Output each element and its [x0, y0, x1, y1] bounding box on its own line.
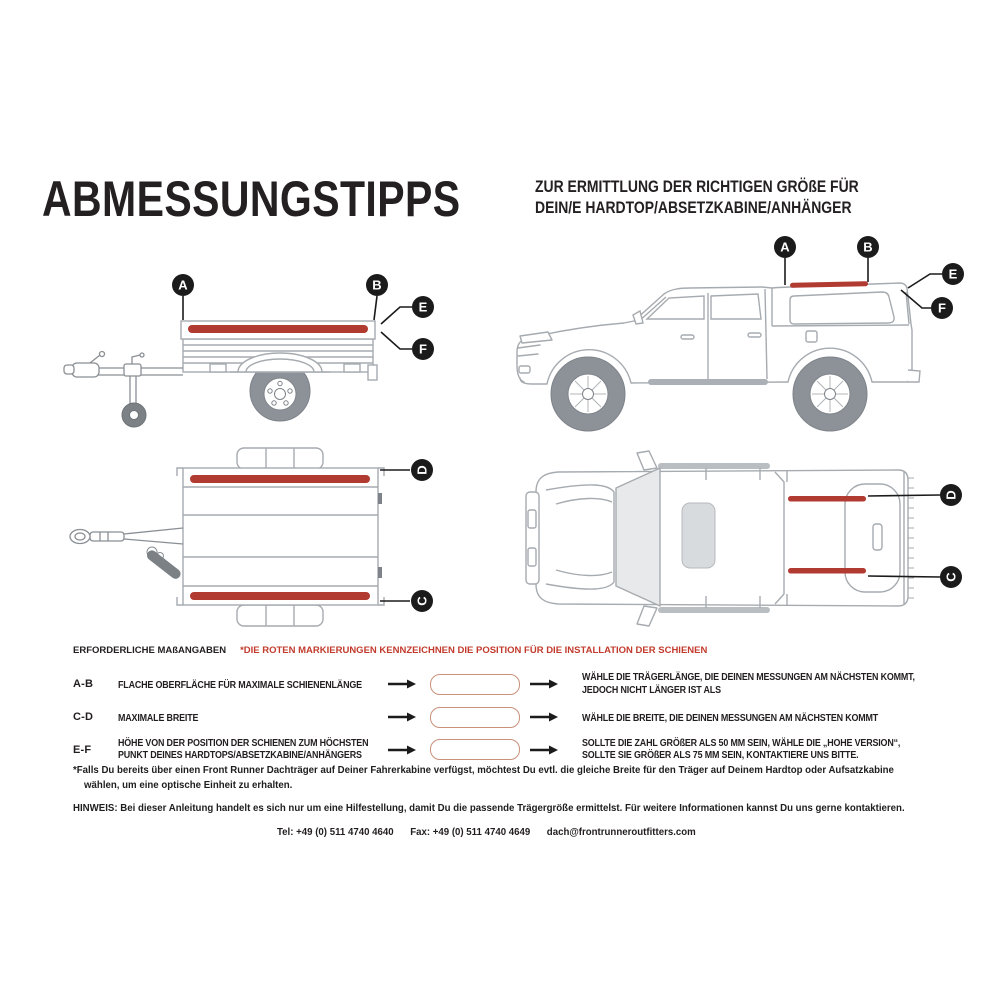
svg-text:A: A: [780, 239, 790, 255]
contact-tel: Tel: +49 (0) 511 4740 4640: [277, 826, 394, 838]
svg-text:B: B: [863, 239, 873, 255]
truck-top-view-diagram: [510, 440, 970, 645]
measurements-heading: ERFORDERLICHE MAßANGABEN: [73, 645, 227, 656]
rail-marker: [788, 496, 866, 502]
trailer-top-drawbar: [70, 528, 183, 544]
sunroof: [682, 503, 715, 568]
measurement-table: [73, 671, 965, 763]
measurement-entry-field[interactable]: [430, 739, 520, 760]
trailer-wheel-rim: [264, 378, 296, 410]
truck-top-body: [526, 451, 914, 626]
leader-lines: [380, 470, 410, 601]
measurements-heading-row: [73, 645, 707, 656]
measurement-description: MAXIMALE BREITE: [118, 712, 199, 724]
label-a-truck: [774, 236, 796, 258]
measurement-entry-field[interactable]: [430, 674, 520, 695]
measurement-result: WÄHLE DIE BREITE, DIE DEINEN MESSUNGEN AM NÄCHSTEN KOMMT: [582, 712, 879, 724]
label-f-trailer: [412, 338, 434, 360]
svg-text:E: E: [418, 299, 428, 315]
svg-text:D: D: [943, 490, 959, 500]
label-b-trailer: [366, 274, 388, 296]
truck-side-view-diagram: [510, 232, 970, 432]
rail-marker: [190, 475, 370, 483]
svg-text:F: F: [419, 341, 427, 357]
label-e-truck: [942, 263, 964, 285]
svg-text:C: C: [943, 572, 959, 582]
page-title: ABMESSUNGSTIPPS: [42, 171, 461, 227]
measurement-result: WÄHLE DIE TRÄGERLÄNGE, DIE DEINEN MESSUNGEN AM NÄCHSTEN KOMMT, JEDOCH NICHT LÄNGER IST ALS: [582, 671, 915, 696]
page-subtitle: [535, 176, 859, 218]
arrow-right-icon: [388, 679, 416, 689]
label-c-trailer: [411, 590, 433, 612]
svg-text:C: C: [414, 596, 430, 606]
trailer-drawbar: [64, 352, 183, 406]
running-board: [648, 379, 768, 385]
trailer-top-view-diagram: [60, 440, 460, 645]
measurement-description: HÖHE VON DER POSITION DER SCHIENEN ZUM HÖCHSTEN PUNKT DEINES HARDTOPS/ABSETZKABINE/ANHÄNGERS: [118, 736, 369, 761]
label-e-trailer: [412, 296, 434, 318]
measurement-range: C-D: [73, 711, 94, 723]
svg-text:A: A: [178, 277, 188, 293]
label-c-truck: [940, 566, 962, 588]
measurement-range: A-B: [73, 678, 94, 691]
red-markers-note: *DIE ROTEN MARKIERUNGEN KENNZEICHNEN DIE POSITION FÜR DIE INSTALLATION DER SCHIENEN: [240, 645, 708, 656]
arrow-right-icon: [530, 712, 558, 722]
arrow-right-icon: [530, 679, 558, 689]
svg-text:B: B: [372, 277, 382, 293]
jockey-wheel: [122, 403, 146, 427]
contact-email[interactable]: dach@frontrunneroutfitters.com: [546, 826, 696, 838]
svg-text:F: F: [938, 300, 946, 316]
arrow-right-icon: [388, 712, 416, 722]
truck-rear-wheel: [793, 357, 867, 431]
trailer-side-view-diagram: [60, 265, 460, 440]
rail-marker: [190, 592, 370, 600]
jockey-crank-handle: [145, 547, 183, 581]
label-b-truck: [857, 236, 879, 258]
svg-text:E: E: [948, 266, 958, 282]
arrow-right-icon: [388, 745, 416, 755]
footnote: *Falls Du bereits über einen Front Runner Dachträger auf Deiner Fahrerkabine verfügst, möchtest Du evtl. die gleiche Breite für den Träger auf Deinem Hardtop oder Aufsatzkabine wählen, um eine optische Einheit zu erhalten.: [73, 764, 894, 791]
measurement-range: E-F: [73, 743, 92, 756]
label-a-trailer: [172, 274, 194, 296]
label-d-truck: [940, 484, 962, 506]
rail-marker: [188, 325, 368, 333]
measurement-entry-field[interactable]: [430, 707, 520, 728]
label-f-truck: [931, 297, 953, 319]
label-d-trailer: [411, 459, 433, 481]
subtitle-line-2: DEIN/E HARDTOP/ABSETZKABINE/ANHÄNGER: [535, 198, 852, 217]
truck-front-wheel: [551, 357, 625, 431]
subtitle-line-1: ZUR ERMITTLUNG DER RICHTIGEN GRÖßE FÜR: [535, 177, 859, 196]
measurement-result: SOLLTE DIE ZAHL GRÖßER ALS 50 MM SEIN, WÄHLE DIE „HOHE VERSION“, SOLLTE SIE GRÖßER ALS 75 MM SEIN, KONTAKTIERE UNS BITTE.: [582, 736, 901, 761]
arrow-right-icon: [530, 745, 558, 755]
hinweis-note: HINWEIS: Bei dieser Anleitung handelt es sich nur um eine Hilfestellung, damit Du die passende Trägergröße ermittelst. Für weitere Informationen kannst Du uns gerne kontaktieren.: [73, 802, 905, 814]
measurement-description: FLACHE OBERFLÄCHE FÜR MAXIMALE SCHIENENLÄNGE: [118, 679, 362, 692]
contact-row: [277, 826, 696, 838]
rail-marker: [788, 568, 866, 574]
svg-text:D: D: [414, 465, 430, 475]
contact-fax: Fax: +49 (0) 511 4740 4649: [410, 826, 531, 838]
